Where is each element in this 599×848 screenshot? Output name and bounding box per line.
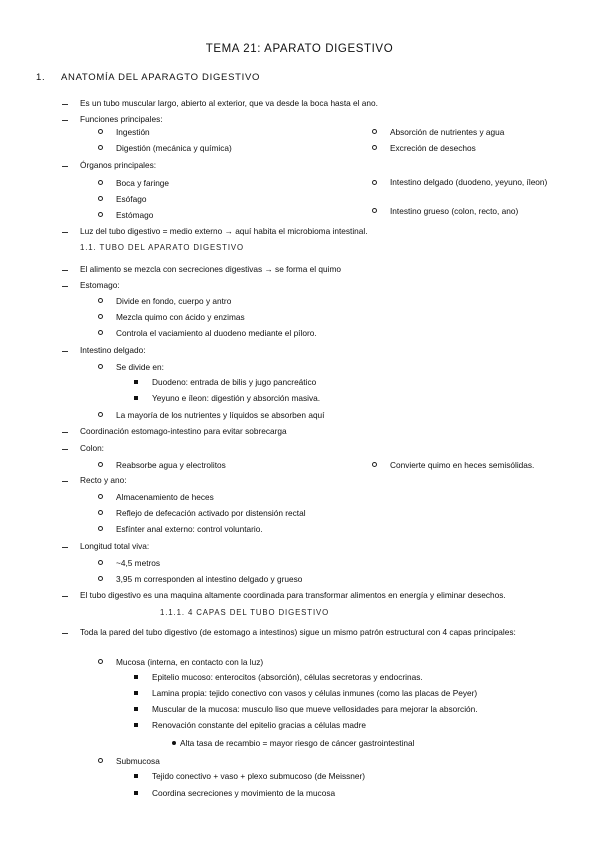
list-item: Ingestión <box>116 127 150 137</box>
list-item: Estomago: <box>80 280 120 290</box>
list-item: Colon: <box>80 443 104 453</box>
square-bullet <box>134 774 138 778</box>
list-item: Se divide en: <box>116 362 164 372</box>
list-item: Mucosa (interna, en contacto con la luz) <box>116 657 264 667</box>
section-number: 1. <box>36 72 46 83</box>
list-item: Toda la pared del tubo digestivo (de estomago a intestinos) sigue un mismo patrón estructural con 4 capas principales: <box>80 627 516 637</box>
list-item: Funciones principales: <box>80 114 163 124</box>
circle-bullet <box>372 129 377 134</box>
dash-bullet <box>62 481 68 482</box>
list-item: Epitelio mucoso: enterocitos (absorción), células secretoras y endocrinas. <box>152 672 423 682</box>
list-item: Lamina propia: tejido conectivo con vasos y células inmunes (como las placas de Peyer) <box>152 688 478 698</box>
list-item: Esófago <box>116 194 147 204</box>
list-item: Reflejo de defecación activado por distensión rectal <box>116 508 306 518</box>
dash-bullet <box>62 633 68 634</box>
list-item: Longitud total viva: <box>80 541 150 551</box>
list-item: Coordinación estomago-intestino para evitar sobrecarga <box>80 426 287 436</box>
list-item: Convierte quimo en heces semisólidas. <box>390 460 535 470</box>
list-item: Intestino delgado: <box>80 345 146 355</box>
circle-bullet <box>98 510 103 515</box>
circle-bullet <box>98 212 103 217</box>
circle-bullet <box>98 145 103 150</box>
circle-bullet <box>98 462 103 467</box>
circle-bullet <box>98 129 103 134</box>
page-title: TEMA 21: APARATO DIGESTIVO <box>205 43 394 55</box>
circle-bullet <box>372 208 377 213</box>
list-item: Intestino grueso (colon, recto, ano) <box>390 206 519 216</box>
circle-bullet <box>98 412 103 417</box>
list-item: Recto y ano: <box>80 475 127 485</box>
list-item: El alimento se mezcla con secreciones digestivas → se forma el quimo <box>80 264 342 274</box>
list-item: Boca y faringe <box>116 178 170 188</box>
dash-bullet <box>62 166 68 167</box>
square-bullet <box>134 675 138 679</box>
circle-bullet <box>98 364 103 369</box>
list-item: Luz del tubo digestivo = medio externo → aquí habita el microbioma intestinal. <box>80 226 368 236</box>
subsection-heading: 1.1. TUBO DEL APARATO DIGESTIVO <box>80 243 244 252</box>
list-item: Absorción de nutrientes y agua <box>390 127 505 137</box>
circle-bullet <box>372 462 377 467</box>
dash-bullet <box>62 449 68 450</box>
list-item: Yeyuno e íleon: digestión y absorción masiva. <box>152 393 321 403</box>
list-item: Esfínter anal externo: control voluntario. <box>116 524 263 534</box>
square-bullet <box>134 691 138 695</box>
list-item: Excreción de desechos <box>390 143 476 153</box>
dash-bullet <box>62 120 68 121</box>
list-item: Mezcla quimo con ácido y enzimas <box>116 312 245 322</box>
list-item: Alta tasa de recambio = mayor riesgo de cáncer gastrointestinal <box>180 738 415 748</box>
list-item: ~4,5 metros <box>116 558 161 568</box>
list-item: Es un tubo muscular largo, abierto al exterior, que va desde la boca hasta el ano. <box>80 98 378 108</box>
circle-bullet <box>98 196 103 201</box>
square-bullet <box>134 791 138 795</box>
list-item: Reabsorbe agua y electrolitos <box>116 460 226 470</box>
list-item: Submucosa <box>116 756 160 766</box>
circle-bullet <box>372 180 377 185</box>
list-item: Renovación constante del epitelio gracias a células madre <box>152 720 367 730</box>
circle-bullet <box>98 180 103 185</box>
circle-bullet <box>98 560 103 565</box>
square-bullet <box>134 723 138 727</box>
list-item: Digestión (mecánica y química) <box>116 143 232 153</box>
list-item: La mayoría de los nutrientes y líquidos se absorben aquí <box>116 410 325 420</box>
dash-bullet <box>62 351 68 352</box>
circle-bullet <box>98 659 103 664</box>
list-item: Órganos principales: <box>80 160 157 170</box>
dash-bullet <box>62 547 68 548</box>
dash-bullet <box>62 596 68 597</box>
list-item: El tubo digestivo es una maquina altamente coordinada para transformar alimentos en energía y eliminar desechos. <box>80 590 506 600</box>
list-item: Almacenamiento de heces <box>116 492 214 502</box>
square-bullet <box>134 380 138 384</box>
list-item: Intestino delgado (duodeno, yeyuno, íleon) <box>390 177 548 187</box>
list-item: Duodeno: entrada de bilis y jugo pancreático <box>152 377 317 387</box>
list-item: Muscular de la mucosa: musculo liso que mueve vellosidades para mejorar la absorción. <box>152 704 478 714</box>
circle-bullet <box>98 526 103 531</box>
circle-bullet <box>98 330 103 335</box>
list-item: Tejido conectivo + vaso + plexo submucoso (de Meissner) <box>152 771 366 781</box>
circle-bullet <box>98 314 103 319</box>
dash-bullet <box>62 270 68 271</box>
list-item: Coordina secreciones y movimiento de la mucosa <box>152 788 336 798</box>
dash-bullet <box>62 232 68 233</box>
dot-bullet <box>172 741 176 745</box>
dash-bullet <box>62 432 68 433</box>
dash-bullet <box>62 286 68 287</box>
list-item: Estómago <box>116 210 154 220</box>
section-heading: ANATOMÍA DEL APARAGTO DIGESTIVO <box>61 72 261 83</box>
dash-bullet <box>62 104 68 105</box>
circle-bullet <box>98 576 103 581</box>
list-item: Controla el vaciamiento al duodeno mediante el píloro. <box>116 328 317 338</box>
circle-bullet <box>98 494 103 499</box>
subsubsection-heading: 1.1.1. 4 CAPAS DEL TUBO DIGESTIVO <box>160 608 330 617</box>
list-item: Divide en fondo, cuerpo y antro <box>116 296 232 306</box>
circle-bullet <box>98 758 103 763</box>
list-item: 3,95 m corresponden al intestino delgado y grueso <box>116 574 303 584</box>
square-bullet <box>134 707 138 711</box>
square-bullet <box>134 396 138 400</box>
circle-bullet <box>372 145 377 150</box>
circle-bullet <box>98 298 103 303</box>
